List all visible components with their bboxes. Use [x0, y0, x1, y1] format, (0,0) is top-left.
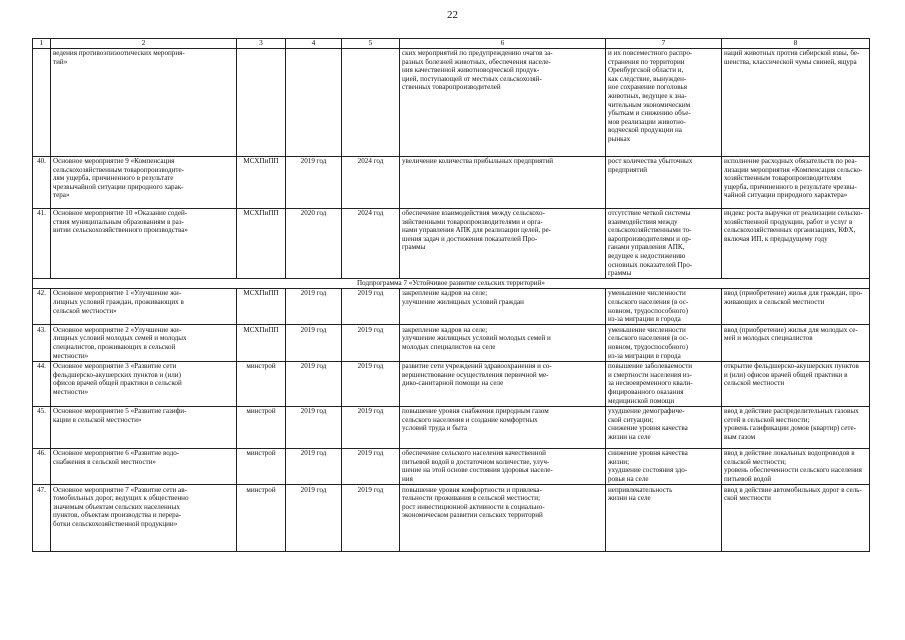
- indicator-link: ввод (приобретение) жилья для молодых се- мей и молодых специалистов: [722, 325, 870, 361]
- indicator-link: ввод в действие локальных водопроводов в сельской местности; уровень обеспеченности сельского населения питьевой водой: [722, 448, 870, 484]
- row-number: 46.: [33, 448, 51, 484]
- executor: минстрой: [237, 361, 286, 406]
- table-row: [33, 208, 870, 279]
- indicator-link: ввод в действие распределительных газовых сетей в сельской местности; уровень газификации домов (квартир) сете- вым газом: [722, 406, 870, 448]
- table-row: [33, 406, 870, 448]
- non-implementation-consequences: повышение заболеваемости и смертности населения из- за несвоевременного квали- фицированного оказания медицинской помощи: [606, 361, 722, 406]
- non-implementation-consequences: уменьшение численности сельского населения (в ос- новном, трудоспособного) из-за миграции в города: [606, 288, 722, 324]
- measure-name: ведения противоэпизоотических мероприя- тий»: [51, 48, 237, 156]
- start-year: 2019 год: [286, 485, 342, 552]
- executor: МСХПиПП: [237, 156, 286, 208]
- end-year: 2019 год: [342, 288, 400, 324]
- end-year: 2019 год: [342, 448, 400, 484]
- expected-result: обеспечение взаимодействия между сельскохо- зяйственными товаропроизводителями и орга- нами управления АПК для реализации целей, ре- шения задач и достижения показателей Про- граммы: [400, 208, 606, 279]
- subprogram-title: Подпрограмма 7 «Устойчивое развитие сельских территорий»: [33, 279, 870, 289]
- row-number: 47.: [33, 485, 51, 552]
- end-year: 2019 год: [342, 361, 400, 406]
- executor: МСХПиПП: [237, 288, 286, 324]
- measures-table: [32, 38, 870, 552]
- non-implementation-consequences: рост количества убыточных предприятий: [606, 156, 722, 208]
- header-cell: 6: [400, 39, 606, 49]
- measure-name: Основное мероприятие 6 «Развитие водо- снабжения в сельской местности»: [51, 448, 237, 484]
- indicator-link: открытие фельдшерско-акушерских пунктов и (или) офисов врачей общей практики в сельской местности: [722, 361, 870, 406]
- expected-result: развитие сети учреждений здравоохранения и со- вершенствование осуществления первичной ме- дико-санитарной помощи на селе: [400, 361, 606, 406]
- row-number: 43.: [33, 325, 51, 361]
- start-year: 2019 год: [286, 156, 342, 208]
- header-cell: 3: [237, 39, 286, 49]
- expected-result: закрепление кадров на селе; улучшение жилищных условий граждан: [400, 288, 606, 324]
- header-cell: 7: [606, 39, 722, 49]
- start-year: 2019 год: [286, 406, 342, 448]
- start-year: 2020 год: [286, 208, 342, 279]
- header-cell: 5: [342, 39, 400, 49]
- end-year: 2019 год: [342, 485, 400, 552]
- indicator-link: ввод (приобретение) жилья для граждан, про- живающих в сельской местности: [722, 288, 870, 324]
- table-body: [33, 39, 870, 157]
- executor: [237, 48, 286, 156]
- measure-name: Основное мероприятие 7 «Развитие сети ав- томобильных дорог, ведущих к общественно значимым объектам сельских населенных пунктов, объектам производства и перера- ботки сельскохозяйственной продукции»: [51, 485, 237, 552]
- subprogram-section: [33, 279, 870, 289]
- continuation-row: [33, 48, 870, 156]
- indicator-link: исполнение расходных обязательств по реа- лизации мероприятия «Компенсация сельско- хозяйственным товаропроизводителям ущерба, причиненного в результате чрезвы- чайной ситуации природного характера»: [722, 156, 870, 208]
- executor: минстрой: [237, 448, 286, 484]
- start-year: 2019 год: [286, 361, 342, 406]
- end-year: 2019 год: [342, 406, 400, 448]
- end-year: 2024 год: [342, 156, 400, 208]
- expected-result: повышение уровня комфортности и привлека- тельности проживания в сельской местности; рост инвестиционной активности в социально- экономическом развитии сельских территорий: [400, 485, 606, 552]
- measure-name: Основное мероприятие 2 «Улучшение жи- лищных условий молодых семей и молодых специалистов, проживающих в сельской местности»: [51, 325, 237, 361]
- non-implementation-consequences: снижение уровня качества жизни; ухудшение состояния здо- ровья на селе: [606, 448, 722, 484]
- end-year: 2019 год: [342, 325, 400, 361]
- indicator-link: индекс роста выручки от реализации сельско- хозяйственной продукции, работ и услуг в сельскохозяйственных организациях, КФХ, включая ИП, к предыдущему году: [722, 208, 870, 279]
- executor: минстрой: [237, 406, 286, 448]
- executor: МСХПиПП: [237, 208, 286, 279]
- expected-result: ских мероприятий по предупреждению очагов за- разных болезней животных, обеспечения населе- ния качественной животноводческой продук- цией, поступающей от местных сельскохозяй- ственных товаропроизводителей: [400, 48, 606, 156]
- row-number: 42.: [33, 288, 51, 324]
- row-number: 41.: [33, 208, 51, 279]
- header-cell: 1: [33, 39, 51, 49]
- end-year: [342, 48, 400, 156]
- non-implementation-consequences: и их повсеместного распро- странения по территории Оренбургской области и, как следствие, вынужден- ное сохранение поголовья животных, ведущее к зна- чительным экономическим убыткам и снижению объе- мов реализации животно- водческой продукции на рынках: [606, 48, 722, 156]
- start-year: [286, 48, 342, 156]
- start-year: 2019 год: [286, 288, 342, 324]
- non-implementation-consequences: отсутствие четкой системы взаимодействия между сельскохозяйственными то- варопроизводителями и ор- ганами управления АПК, ведущее к недостижению основных показателей Про- граммы: [606, 208, 722, 279]
- header-cell: 4: [286, 39, 342, 49]
- start-year: 2019 год: [286, 448, 342, 484]
- expected-result: обеспечение сельского населения качественной питьевой водой в достаточном количестве, улуч- шение на этой основе состояния здоровья населе- ния: [400, 448, 606, 484]
- row-number: 44.: [33, 361, 51, 406]
- non-implementation-consequences: ухудшение демографиче- ской ситуации; снижение уровня качества жизни на селе: [606, 406, 722, 448]
- indicator-link: ввод в действие автомобильных дорог в сель- ской местности: [722, 485, 870, 552]
- expected-result: повышение уровня снабжения природным газом сельского населения и создание комфортных условий труда и быта: [400, 406, 606, 448]
- header-row: [33, 39, 870, 49]
- expected-result: увеличение количества прибыльных предприятий: [400, 156, 606, 208]
- table-row: [33, 288, 870, 324]
- non-implementation-consequences: уменьшение численности сельского населения (в ос- новном, трудоспособного) из-за миграции в города: [606, 325, 722, 361]
- table-row: [33, 485, 870, 552]
- rows-group-a: [33, 156, 870, 279]
- table-row: [33, 448, 870, 484]
- header-cell: 8: [722, 39, 870, 49]
- measure-name: Основное мероприятие 5 «Развитие газифи- кации в сельской местности»: [51, 406, 237, 448]
- start-year: 2019 год: [286, 325, 342, 361]
- end-year: 2024 год: [342, 208, 400, 279]
- rows-group-b: [33, 288, 870, 551]
- header-cell: 2: [51, 39, 237, 49]
- page-number: 22: [447, 9, 458, 21]
- row-number: [33, 48, 51, 156]
- measure-name: Основное мероприятие 3 «Развитие сети фельдшерско-акушерских пунктов и (или) офисов врачей общей практики в сельской местности»: [51, 361, 237, 406]
- table-row: [33, 361, 870, 406]
- executor: МСХПиПП: [237, 325, 286, 361]
- row-number: 45.: [33, 406, 51, 448]
- measure-name: Основное мероприятие 1 «Улучшение жи- лищных условий граждан, проживающих в сельской местности»: [51, 288, 237, 324]
- executor: минстрой: [237, 485, 286, 552]
- expected-result: закрепление кадров на селе; улучшение жилищных условий молодых семей и молодых специалистов на селе: [400, 325, 606, 361]
- indicator-link: наций животных против сибирской язвы, бе- шенства, классической чумы свиней, ящура: [722, 48, 870, 156]
- table-row: [33, 325, 870, 361]
- subprogram-row: [33, 279, 870, 289]
- measure-name: Основное мероприятие 10 «Оказание содей- ствия муниципальным образованиям в раз- витии сельскохозяйственного производства»: [51, 208, 237, 279]
- row-number: 40.: [33, 156, 51, 208]
- measure-name: Основное мероприятие 9 «Компенсация сельскохозяйственным товаропроизводите- лям ущерба, причиненного в результате чрезвычайной ситуации природного харак- тера»: [51, 156, 237, 208]
- table-row: [33, 156, 870, 208]
- non-implementation-consequences: непривлекательность жизни на селе: [606, 485, 722, 552]
